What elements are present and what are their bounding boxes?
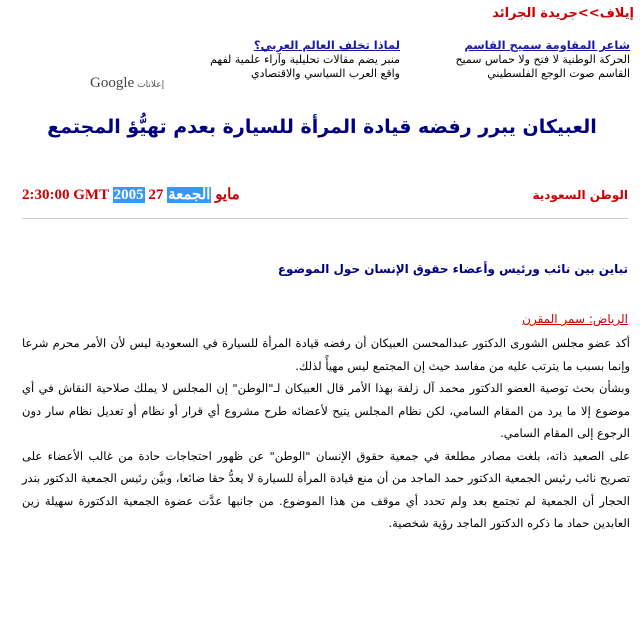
ads-label: إعلانات <box>137 80 165 90</box>
ad-title-link[interactable]: شاعر المقاومة سميح القاسم <box>464 38 630 52</box>
breadcrumb-separator: >> <box>577 6 600 21</box>
byline: الرياض: سمر المقرن <box>522 312 628 326</box>
article-body <box>22 332 630 535</box>
ads-by-google[interactable] <box>90 75 164 92</box>
ad-text: منبر يضم مقالات تحليلية وآراء علمية لفهم واقع العرب السياسي والاقتصادي <box>210 53 400 80</box>
divider <box>22 218 628 219</box>
ad-block <box>438 38 630 81</box>
google-logo: Google <box>90 75 135 91</box>
ad-text: الحركة الوطنية لا فتح ولا حماس سميح القاسم صوت الوجع الفلسطيني <box>455 53 630 80</box>
article-headline: العبيكان يبرر رفضه قيادة المرأة للسيارة بعدم تهيُّؤ المجتمع <box>47 116 597 138</box>
ad-block <box>208 38 400 81</box>
date-year: 2005 <box>113 187 144 203</box>
paragraph: وبشأن بحث توصية العضو الدكتور محمد آل زلفة بهذا الأمر قال العبيكان لـ"الوطن" إن المجلس لا يملك صلاحية النقاش في أي موضوع إلا ما يرد من المقام السامي، لكن نظام المجلس يتيح لأعضائه طرح مشروع أي قرار أو نظام أو تعديل نظام سار دون الرجوع إلى المقام السامي. <box>22 381 630 440</box>
article-subhead: تباين بين نائب ورئيس وأعضاء حقوق الإنسان حول الموضوع <box>277 262 628 276</box>
date-day-month: 27 مايو <box>148 187 240 203</box>
breadcrumb-site-link[interactable]: إيلاف <box>599 6 634 21</box>
breadcrumb-section-link[interactable]: جريدة الجرائد <box>492 6 578 21</box>
breadcrumb <box>492 6 634 21</box>
date-weekday: الجمعة <box>168 187 211 203</box>
paragraph: على الصعيد ذاته، بلغت مصادر مطلعة في جمعية حقوق الإنسان "الوطن" عن ظهور احتجاجات حادة من غالب الأعضاء على تصريح نائب رئيس الجمعية الدكتور حمد الماجد من أن منع قيادة المرأة للسيارة لا يعدُّ حقا ضائعا، وبيَّن رئيس الجمعية الدكتور بندر الحجار أن الجمعية لم تجتمع بعد ولم تحدد أي موقف من هذا الموضوع. من جانبها عدَّت عضوة الجمعية الدكتورة سهيلة زين العابدين حماد ما ذكره الدكتور الماجد رؤية شخصية. <box>22 448 630 530</box>
source-label: الوطن السعودية <box>532 188 628 202</box>
date-time: 2:30:00 GMT <box>22 187 109 203</box>
dateline <box>22 185 240 204</box>
ad-title-link[interactable]: لماذا تخلف العالم العربي؟ <box>253 38 400 52</box>
paragraph: أكد عضو مجلس الشورى الدكتور عبدالمحسن العبيكان أن رفضه قيادة المرأة للسيارة في السعودية ليس لأن الأمر محرم شرعا وإنما بسبب ما يترتب عليه من مفاسد حيث إن المجتمع ليس مهيأً لذلك. <box>22 336 630 373</box>
